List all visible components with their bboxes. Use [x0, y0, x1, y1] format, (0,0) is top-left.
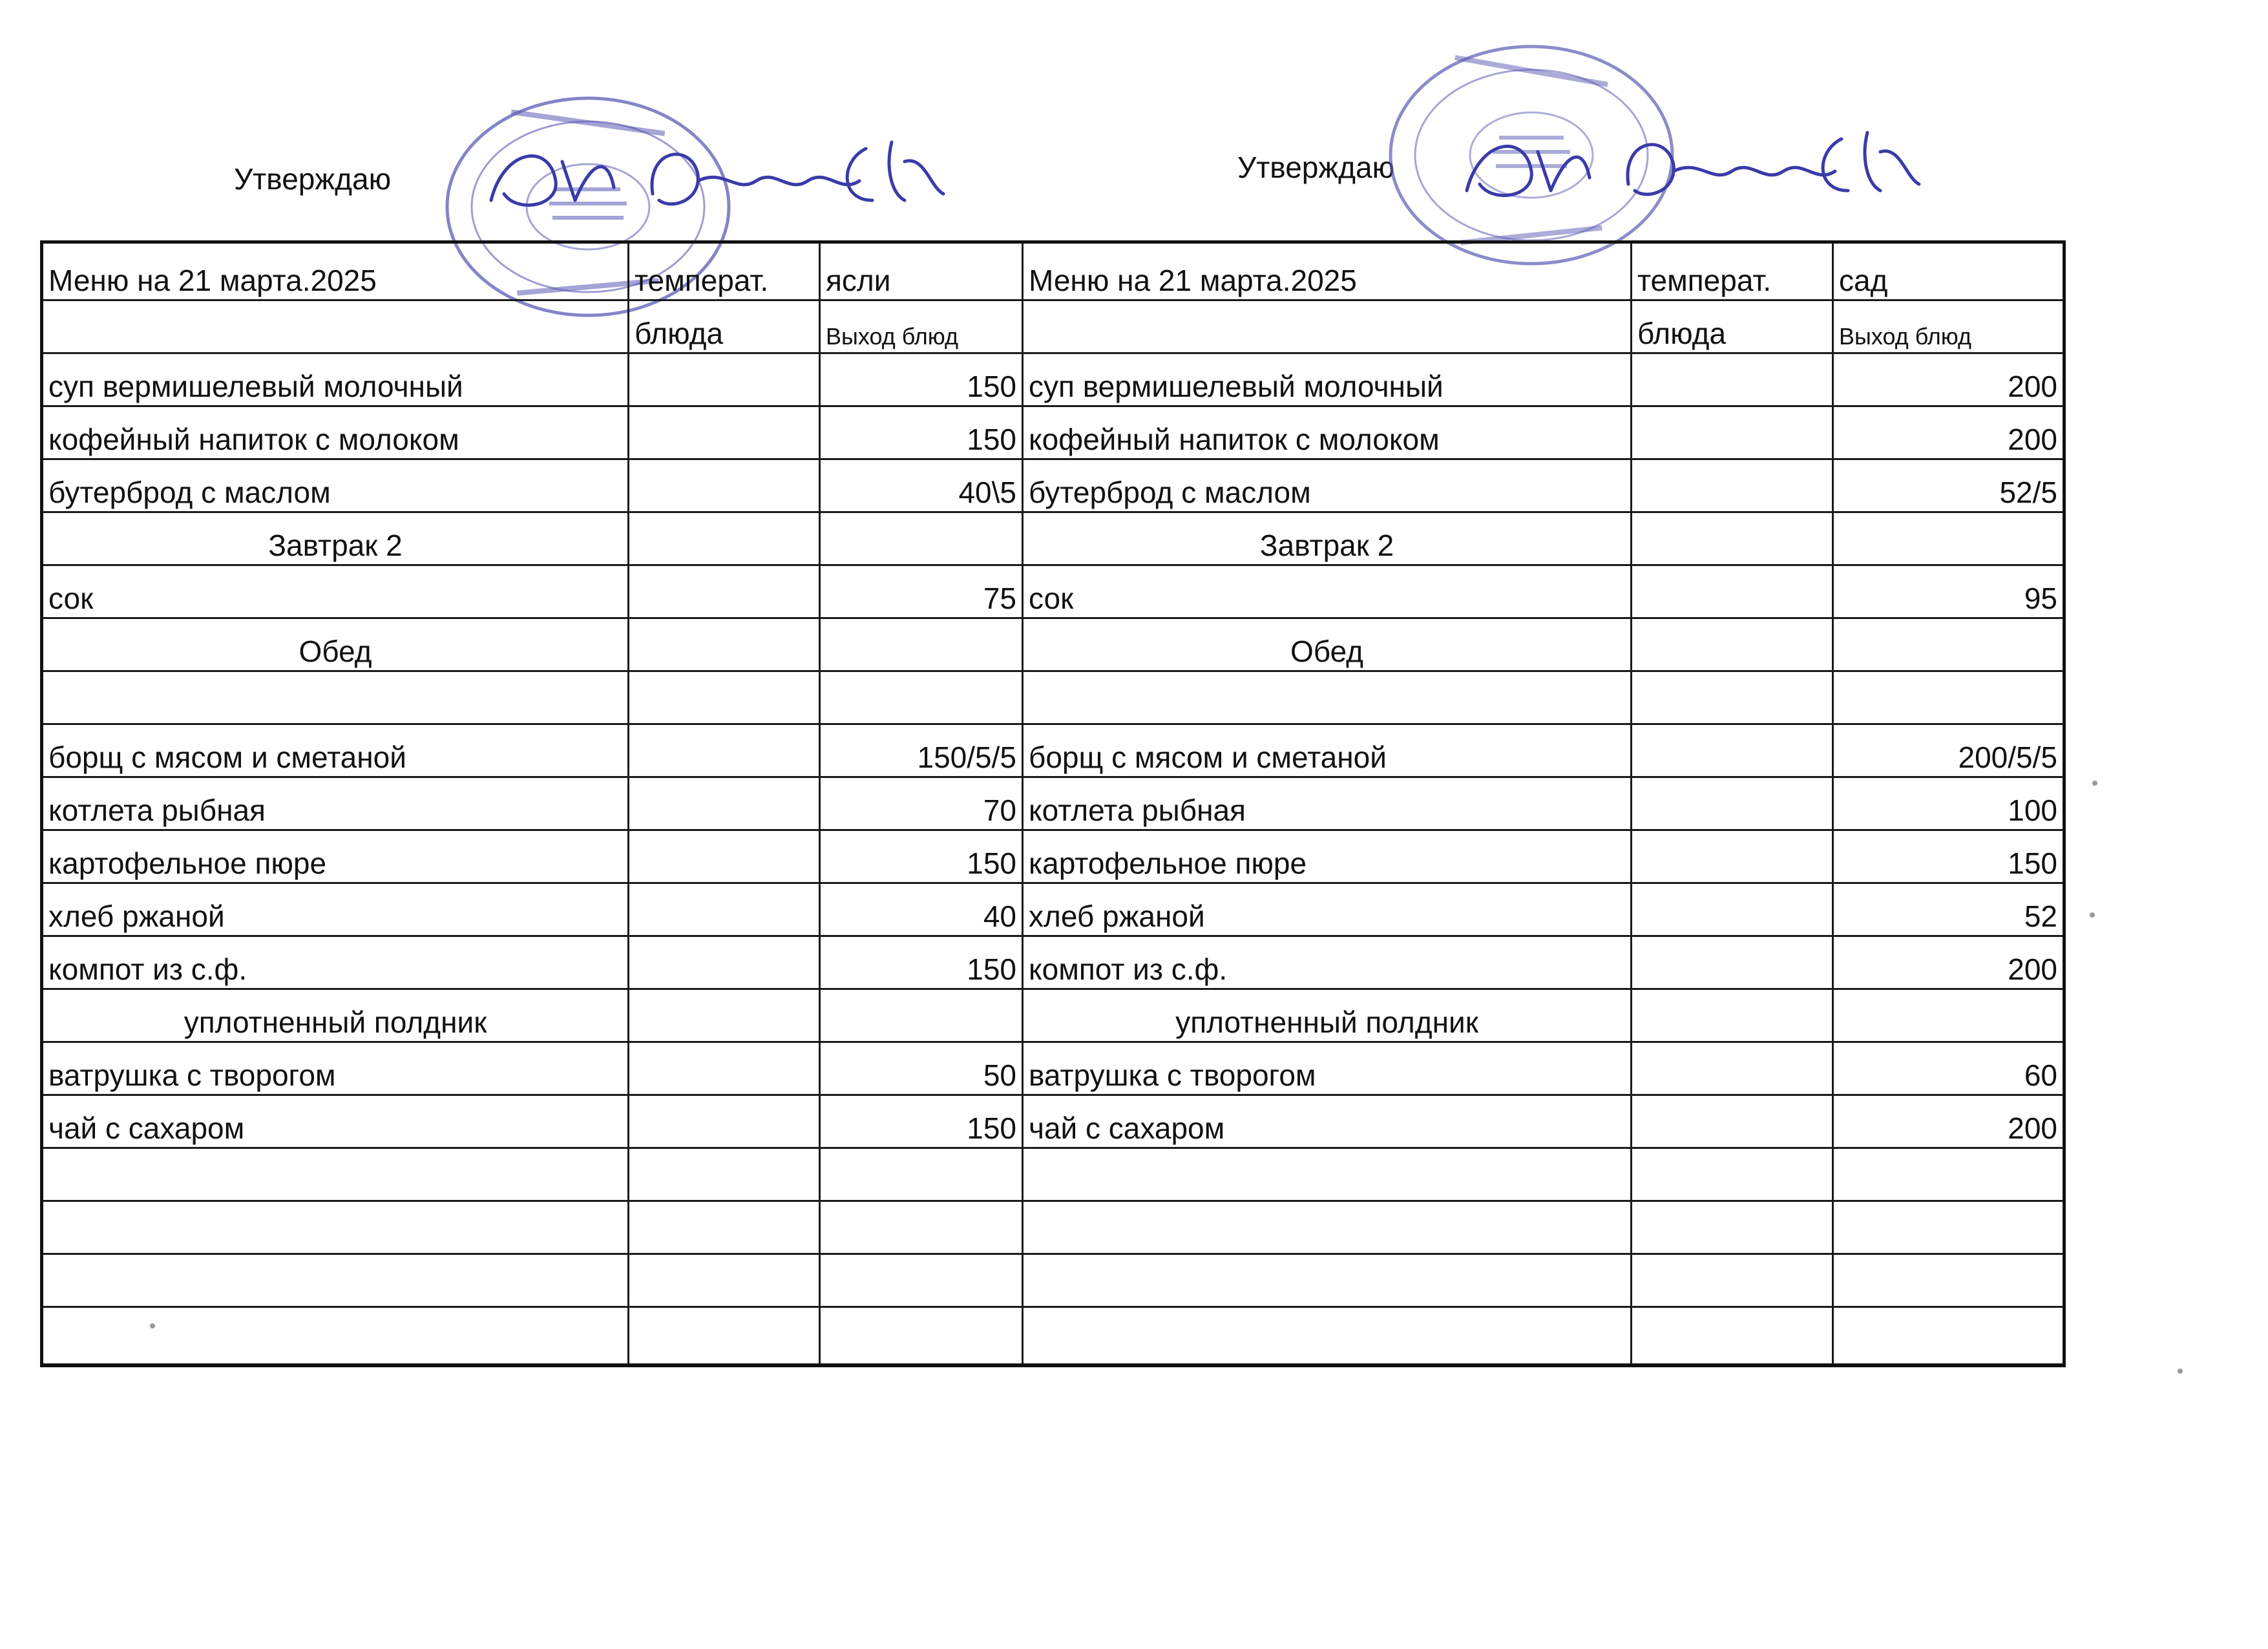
- left-yield: 40: [820, 883, 1023, 936]
- left-temp: [629, 1042, 820, 1095]
- right-section-heading: Обед: [1023, 618, 1632, 671]
- empty-cell: [1632, 1201, 1833, 1254]
- right-temp: [1632, 1095, 1833, 1148]
- right-dishes-subheader: блюда: [1632, 300, 1833, 353]
- left-yield: 75: [820, 565, 1023, 618]
- right-yield: 100: [1833, 777, 2064, 830]
- empty-cell: [42, 1307, 629, 1366]
- right-temp: [1632, 353, 1833, 406]
- empty-row: [42, 1254, 2064, 1307]
- right-subheader-empty: [1023, 300, 1632, 353]
- left-group-header: ясли: [820, 242, 1023, 300]
- table-row: [42, 406, 2064, 459]
- right-dish: суп вермишелевый молочный: [1023, 353, 1632, 406]
- right-yield: [1833, 671, 2064, 724]
- left-section-heading: уплотненный полдник: [42, 989, 629, 1042]
- right-yield: [1833, 989, 2064, 1042]
- right-yield: [1833, 512, 2064, 565]
- left-temp: [629, 830, 820, 883]
- empty-cell: [820, 1148, 1023, 1201]
- empty-cell: [820, 1307, 1023, 1366]
- table-row: [42, 989, 2064, 1042]
- signature-left: [478, 123, 969, 226]
- table-row: [42, 1095, 2064, 1148]
- empty-cell: [1632, 1148, 1833, 1201]
- left-dish: кофейный напиток с молоком: [42, 406, 629, 459]
- empty-cell: [1023, 1254, 1632, 1307]
- right-section-heading: уплотненный полдник: [1023, 989, 1632, 1042]
- left-dish: хлеб ржаной: [42, 883, 629, 936]
- empty-cell: [1833, 1254, 2064, 1307]
- left-dish: бутерброд с маслом: [42, 459, 629, 512]
- right-temp: [1632, 830, 1833, 883]
- right-dish: сок: [1023, 565, 1632, 618]
- right-dish: кофейный напиток с молоком: [1023, 406, 1632, 459]
- left-section-heading: Обед: [42, 618, 629, 671]
- left-yield: 150: [820, 936, 1023, 989]
- left-yield: 150/5/5: [820, 724, 1023, 777]
- left-temp: [629, 883, 820, 936]
- right-dish: хлеб ржаной: [1023, 883, 1632, 936]
- empty-cell: [629, 1148, 820, 1201]
- empty-cell: [629, 1254, 820, 1307]
- left-section-heading: Завтрак 2: [42, 512, 629, 565]
- left-dishes-subheader: блюда: [629, 300, 820, 353]
- right-temp: [1632, 777, 1833, 830]
- left-temp: [629, 1095, 820, 1148]
- left-temp-header: температ.: [629, 242, 820, 300]
- empty-cell: [1632, 1254, 1833, 1307]
- right-yield: 95: [1833, 565, 2064, 618]
- left-yield-subheader: Выход блюд: [820, 300, 1023, 353]
- left-yield: [820, 512, 1023, 565]
- left-subheader-empty: [42, 300, 629, 353]
- left-dish: суп вермишелевый молочный: [42, 353, 629, 406]
- right-temp: [1632, 936, 1833, 989]
- empty-cell: [1632, 1307, 1833, 1366]
- scan-speck: [150, 1323, 155, 1329]
- right-yield-subheader: Выход блюд: [1833, 300, 2064, 353]
- left-dish: сок: [42, 565, 629, 618]
- table-subheader-row: [42, 300, 2064, 353]
- right-dish: борщ с мясом и сметаной: [1023, 724, 1632, 777]
- left-dish: чай с сахаром: [42, 1095, 629, 1148]
- empty-cell: [820, 1254, 1023, 1307]
- empty-cell: [629, 1201, 820, 1254]
- table-row: [42, 830, 2064, 883]
- right-temp: [1632, 565, 1833, 618]
- table-row: [42, 1042, 2064, 1095]
- left-dish: борщ с мясом и сметаной: [42, 724, 629, 777]
- right-yield: 52/5: [1833, 459, 2064, 512]
- table-row: [42, 777, 2064, 830]
- left-temp: [629, 724, 820, 777]
- right-temp-header: температ.: [1632, 242, 1833, 300]
- left-temp: [629, 618, 820, 671]
- empty-cell: [1023, 1307, 1632, 1366]
- left-yield: 150: [820, 406, 1023, 459]
- left-dish: ватрушка с творогом: [42, 1042, 629, 1095]
- left-yield: [820, 989, 1023, 1042]
- scan-speck: [2178, 1369, 2183, 1374]
- right-menu-title: Меню на 21 марта.2025: [1023, 242, 1632, 300]
- left-yield: 50: [820, 1042, 1023, 1095]
- right-dish: картофельное пюре: [1023, 830, 1632, 883]
- left-dish: картофельное пюре: [42, 830, 629, 883]
- left-temp: [629, 406, 820, 459]
- table-header-row: [42, 242, 2064, 300]
- left-temp: [629, 512, 820, 565]
- left-yield: 70: [820, 777, 1023, 830]
- right-dish: ватрушка с творогом: [1023, 1042, 1632, 1095]
- right-group-header: сад: [1833, 242, 2064, 300]
- left-temp: [629, 459, 820, 512]
- scan-speck: [2090, 912, 2095, 918]
- empty-cell: [42, 1254, 629, 1307]
- empty-row: [42, 1148, 2064, 1201]
- table-row: [42, 883, 2064, 936]
- left-temp: [629, 565, 820, 618]
- right-yield: 52: [1833, 883, 2064, 936]
- right-yield: 200: [1833, 1095, 2064, 1148]
- right-yield: 200: [1833, 406, 2064, 459]
- right-temp: [1632, 724, 1833, 777]
- right-dish: котлета рыбная: [1023, 777, 1632, 830]
- right-dish: компот из с.ф.: [1023, 936, 1632, 989]
- right-temp: [1632, 671, 1833, 724]
- table-row: [42, 512, 2064, 565]
- empty-cell: [820, 1201, 1023, 1254]
- right-dish: бутерброд с маслом: [1023, 459, 1632, 512]
- menu-table: [40, 240, 2066, 1367]
- table-row: [42, 724, 2064, 777]
- right-temp: [1632, 459, 1833, 512]
- left-dish: [42, 671, 629, 724]
- right-yield: 200: [1833, 353, 2064, 406]
- right-yield: 200/5/5: [1833, 724, 2064, 777]
- left-yield: 150: [820, 353, 1023, 406]
- empty-cell: [1023, 1201, 1632, 1254]
- table-row: [42, 353, 2064, 406]
- empty-row: [42, 1201, 2064, 1254]
- right-temp: [1632, 618, 1833, 671]
- left-menu-title: Меню на 21 марта.2025: [42, 242, 629, 300]
- right-temp: [1632, 989, 1833, 1042]
- left-yield: 150: [820, 830, 1023, 883]
- empty-cell: [1833, 1148, 2064, 1201]
- left-yield: [820, 671, 1023, 724]
- left-dish: котлета рыбная: [42, 777, 629, 830]
- table-row: [42, 459, 2064, 512]
- right-yield: [1833, 618, 2064, 671]
- right-section-heading: Завтрак 2: [1023, 512, 1632, 565]
- left-temp: [629, 989, 820, 1042]
- right-temp: [1632, 512, 1833, 565]
- left-yield: [820, 618, 1023, 671]
- left-temp: [629, 671, 820, 724]
- left-temp: [629, 936, 820, 989]
- table-row: [42, 565, 2064, 618]
- right-yield: 60: [1833, 1042, 2064, 1095]
- empty-row: [42, 1307, 2064, 1366]
- right-dish: [1023, 671, 1632, 724]
- left-yield: 40\5: [820, 459, 1023, 512]
- left-temp: [629, 353, 820, 406]
- table-row: [42, 671, 2064, 724]
- right-temp: [1632, 883, 1833, 936]
- empty-cell: [42, 1201, 629, 1254]
- empty-cell: [1023, 1148, 1632, 1201]
- approval-label-left: Утверждаю: [234, 162, 392, 196]
- right-yield: 200: [1833, 936, 2064, 989]
- left-temp: [629, 777, 820, 830]
- empty-cell: [1833, 1307, 2064, 1366]
- empty-cell: [42, 1148, 629, 1201]
- right-temp: [1632, 1042, 1833, 1095]
- table-row: [42, 936, 2064, 989]
- left-dish: компот из с.ф.: [42, 936, 629, 989]
- empty-cell: [1833, 1201, 2064, 1254]
- table-row: [42, 618, 2064, 671]
- signature-right: [1454, 113, 1945, 216]
- right-dish: чай с сахаром: [1023, 1095, 1632, 1148]
- scan-speck: [2092, 781, 2097, 786]
- approval-label-right: Утверждаю: [1237, 151, 1395, 184]
- right-temp: [1632, 406, 1833, 459]
- right-yield: 150: [1833, 830, 2064, 883]
- left-yield: 150: [820, 1095, 1023, 1148]
- empty-cell: [629, 1307, 820, 1366]
